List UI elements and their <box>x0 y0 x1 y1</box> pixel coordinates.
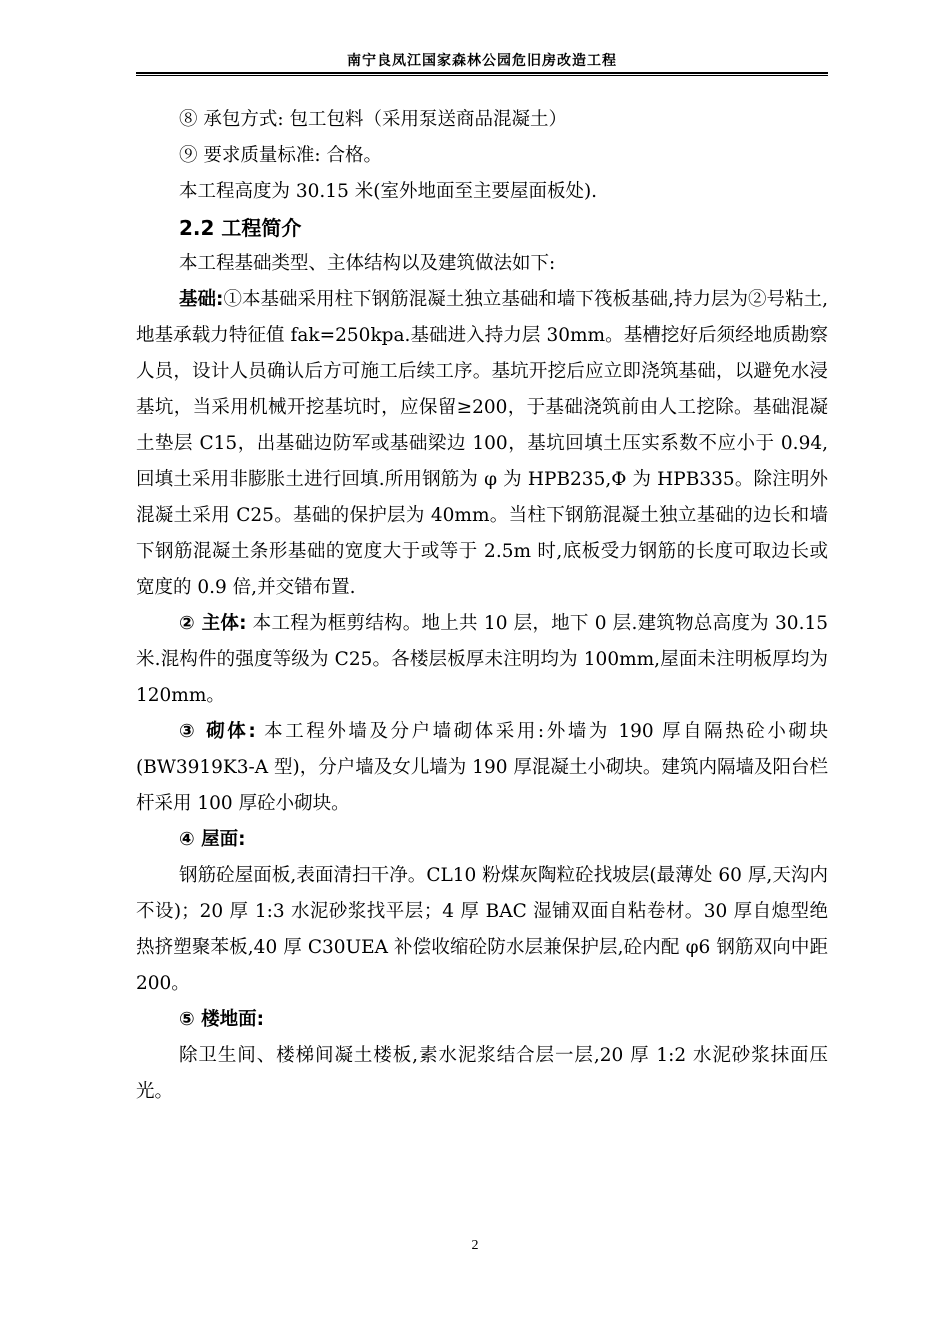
section-lead: 本工程基础类型、主体结构以及建筑做法如下: <box>179 253 556 274</box>
masonry-paragraph <box>136 714 828 822</box>
page-number: 2 <box>471 1238 479 1253</box>
masonry-text: 本工程外墙及分户墙砌体采用:外墙为 190 厚自隔热砼小砌块(BW3919K3-A 型)，分户墙及女儿墙为 190 厚混凝土小砌块。建筑内隔墙及阳台栏杆采用 100 厚砼小砌块。 <box>136 721 828 814</box>
main-structure-paragraph <box>136 606 828 714</box>
header-rule-thin <box>136 75 828 76</box>
floor-paragraph: 除卫生间、楼梯间凝土楼板,素水泥浆结合层一层,20 厚 1:2 水泥砂浆抹面压光。 <box>136 1045 828 1102</box>
header-rule-thick <box>136 72 828 74</box>
building-height-line: 本工程高度为 30.15 米(室外地面至主要屋面板处). <box>179 181 598 202</box>
quality-standard-line: ⑨ 要求质量标准: 合格。 <box>179 145 382 166</box>
main-structure-text: 本工程为框剪结构。地上共 10 层，地下 0 层.建筑物总高度为 30.15 米.混构件的强度等级为 C25。各楼层板厚未注明均为 100mm,屋面未注明板厚均为 120mm。 <box>136 613 828 706</box>
foundation-text: ①本基础采用柱下钢筋混凝土独立基础和墙下筏板基础,持力层为②号粘土,地基承载力特征值 fak=250kpa.基础进入持力层 30mm。基槽挖好后须经地质勘察人员，设计人员确认后方可施工后续工序。基坑开挖后应立即浇筑基础，以避免水浸基坑，当采用机械开挖基坑时，应保留≥200，于基础浇筑前由人工挖除。基础混凝土垫层 C15，出基础边防军或基础梁边 100，基坑回填土压实系数不应小于 0.94,回填土采用非膨胀土进行回填.所用钢筋为 φ 为 HPB235,Φ 为 HPB335。除注明外混凝土采用 C25。基础的保护层为 40mm。当柱下钢筋混凝土独立基础的边长和墙下钢筋混凝土条形基础的宽度大于或等于 2.5m 时,底板受力钢筋的长度可取边长或宽度的 0.9 倍,并交错布置. <box>136 289 828 598</box>
section-heading: 2.2 工程简介 <box>179 216 302 240</box>
document-body <box>136 102 828 1110</box>
foundation-label: 基础: <box>179 289 224 310</box>
main-structure-label: ② 主体: <box>179 613 247 634</box>
contract-mode-line: ⑧ 承包方式: 包工包料（采用泵送商品混凝土） <box>179 109 567 130</box>
floor-heading: ⑤ 楼地面: <box>179 1009 265 1030</box>
masonry-label: ③ 砌体: <box>179 721 256 742</box>
roof-paragraph: 钢筋砼屋面板,表面清扫干净。CL10 粉煤灰陶粒砼找坡层(最薄处 60 厚,天沟内不设)；20 厚 1:3 水泥砂浆找平层；4 厚 BAC 湿铺双面自粘卷材。30 厚自熄型绝热挤塑聚苯板,40 厚 C30UEA 补偿收缩砼防水层兼保护层,砼内配 φ6 钢筋双向中距 200。 <box>136 865 828 994</box>
foundation-paragraph <box>136 282 828 606</box>
running-header: 南宁良凤江国家森林公园危旧房改造工程 <box>347 53 617 69</box>
roof-heading: ④ 屋面: <box>179 829 246 850</box>
